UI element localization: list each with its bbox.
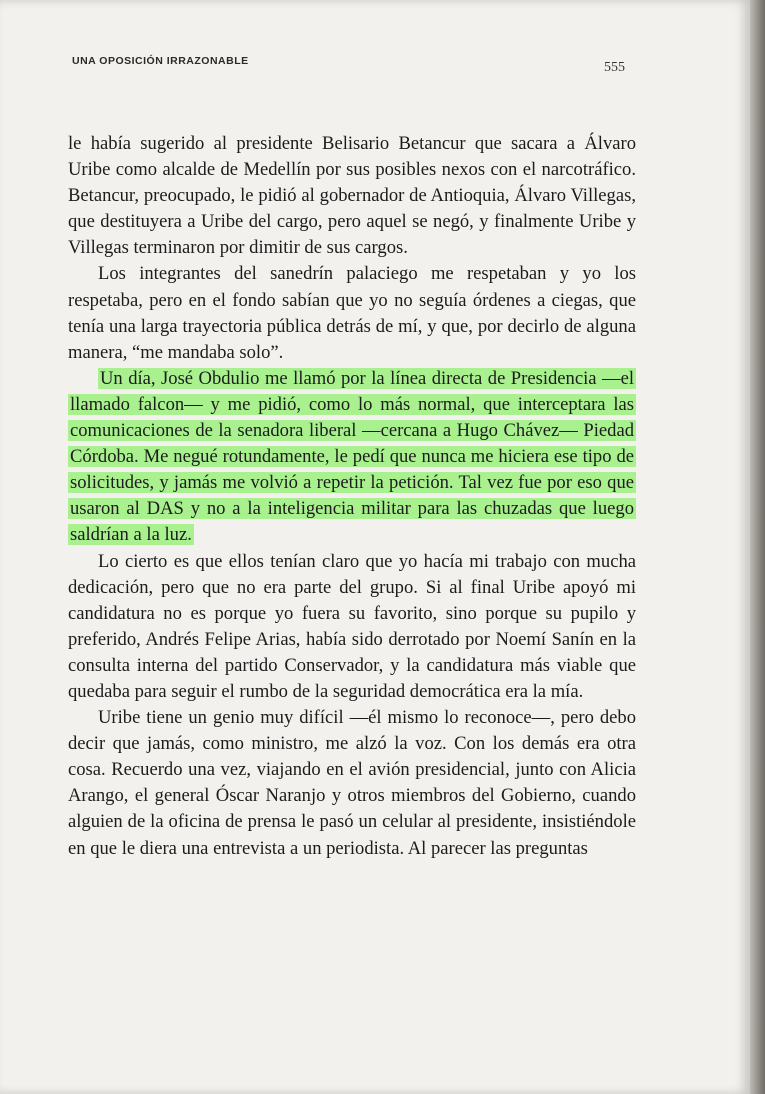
book-gutter-edge bbox=[750, 0, 765, 1094]
paragraph-4: Lo cierto es que ellos tenían claro que yo hacía mi trabajo con mucha dedicación, pero que no era parte del grupo. Si al final Uribe apoyó mi candidatura no es porque yo fuera su favorito, sino porque su pupilo y preferido, Andrés Felipe Arias, había sido derrotado por Noemí Sanín en la consulta interna del partido Conservador, y la candidatura más viable que quedaba para seguir el rumbo de la seguridad democrática era la mía. bbox=[68, 550, 636, 702]
highlighted-passage: Un día, José Obdulio me llamó por la línea directa de Presidencia —el llamado falcon— y me pidió, como lo más normal, que interceptara las comunicaciones de la senadora liberal —cercana a Hugo Chávez— Piedad Córdoba. Me negué rotundamente, le pedí que nunca me hiciera ese tipo de solicitudes, y jamás me volvió a repetir la petición. Tal vez fue por eso que usaron al DAS y no a la inteligencia militar para las chuzadas que luego saldrían a la luz. bbox=[70, 367, 634, 546]
body-text bbox=[68, 131, 636, 862]
page-number: 555 bbox=[604, 60, 625, 75]
paragraph-2: Los integrantes del sanedrín palaciego me respetaban y yo los respetaba, pero en el fondo sabían que yo no seguía órdenes a ciegas, que tenía una larga trayectoria pública detrás de mí, y que, por decirlo de alguna manera, “me mandaba solo”. bbox=[68, 263, 636, 363]
paragraph-5: Uribe tiene un genio muy difícil —él mismo lo reconoce—, pero debo decir que jamás, como ministro, me alzó la voz. Con los demás era otra cosa. Recuerdo una vez, viajando en el avión presidencial, junto con Alicia Arango, el general Óscar Naranjo y otros miembros del Gobierno, cuando alguien de la oficina de prensa le pasó un celular al presidente, insistiéndole en que le diera una entrevista a un periodista. Al parecer las preguntas bbox=[68, 707, 636, 859]
paragraph-1: le había sugerido al presidente Belisario Betancur que sacara a Álvaro Uribe como alcalde de Medellín por sus posibles nexos con el narcotráfico. Betancur, preocupado, le pidió al gobernador de Antioquia, Álvaro Villegas, que destituyera a Uribe del cargo, pero aquel se negó, y finalmente Uribe y Villegas terminaron por dimitir de sus cargos. bbox=[68, 133, 636, 259]
running-head: UNA OPOSICIÓN IRRAZONABLE bbox=[72, 55, 249, 67]
paragraph-3 bbox=[68, 366, 636, 549]
